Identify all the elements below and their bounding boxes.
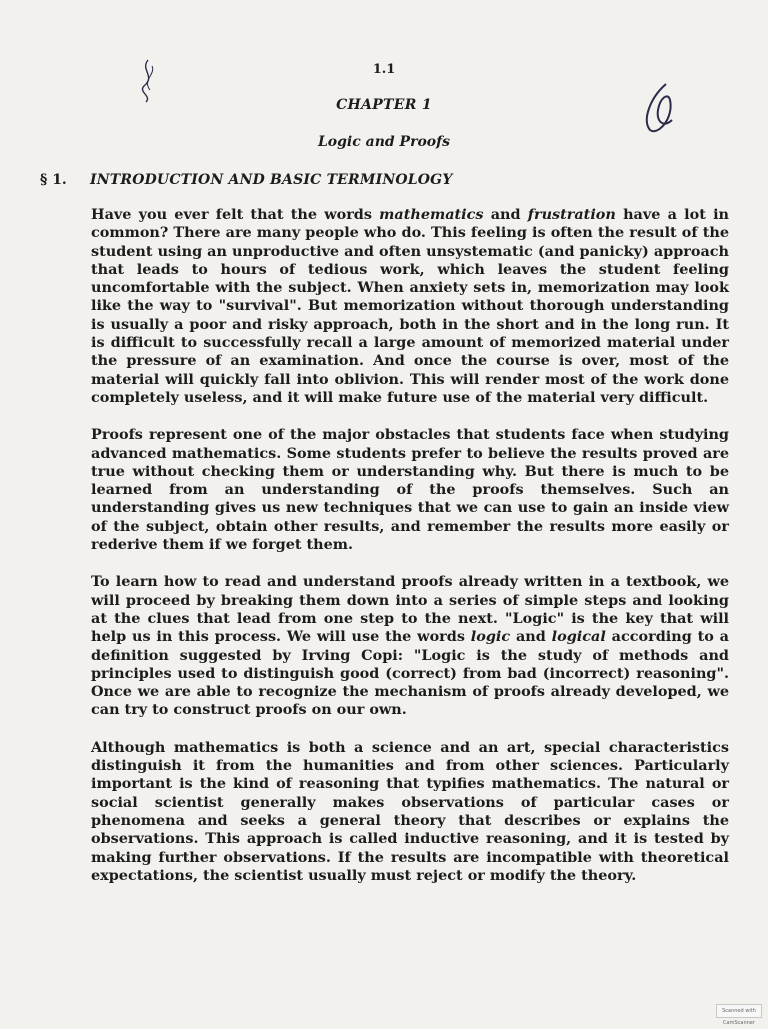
section-heading [40, 172, 640, 188]
italic-term: logic [470, 628, 511, 646]
text-run: Have you ever felt that the words [91, 206, 380, 223]
text-run: and [483, 206, 528, 223]
body-text [91, 206, 729, 904]
chapter-title: CHAPTER 1 [336, 97, 432, 113]
text-run: and [510, 628, 552, 646]
italic-term: logical [551, 628, 606, 646]
page-number: 1.1 [372, 62, 396, 77]
text-run: according to a definition suggested by Irving Copi: "Logic is the study of methods and principles used to distinguish good (correct) from bad (incorrect) reasoning". Once we are able to recognize the mechanism of proofs already developed, we can try to construct proofs on our own. [91, 628, 730, 719]
text-run: have a lot in common? There are many people who do. This feeling is often the result of the student using an unproductive and often unsystematic (and panicky) approach that leads to hours of tedious work, which leaves the student feeling uncomfortable with the subject. When anxiety sets in, memorization may look like the way to "survival". But memorization without thorough understanding is usually a poor and risky approach, both in the short and in the long run. It is difficult to successfully recall a large amount of memorized material under the pressure of an examination. And once the course is over, most of the material will quickly fall into oblivion. This will render most of the work done completely useless, and it will make future use of the material very difficult. [91, 206, 729, 406]
section-title: INTRODUCTION AND BASIC TERMINOLOGY [90, 172, 453, 188]
paragraph [91, 426, 729, 554]
text-run: To learn how to read and understand proofs already written in a textbook, we will proceed by breaking them down into a series of simple steps and looking at the clues that lead from one step to the next. "Logic" is the key that will help us in this process. We will use the words [91, 573, 729, 646]
text-run: Proofs represent one of the major obstacles that students face when studying advanced mathematics. Some students prefer to believe the results proved are true without checking them or understanding why. But there is much to be learned from an understanding of the proofs themselves. Such an understanding gives us new techniques that we can use to gain an inside view of the subject, obtain other results, and remember the results more easily or rederive them if we forget them. [91, 426, 729, 554]
paragraph [91, 206, 729, 407]
paragraph [91, 573, 729, 719]
chapter-subtitle: Logic and Proofs [317, 134, 451, 150]
italic-term: mathematics [379, 206, 484, 223]
scanner-badge: Scanned with CamScanner [716, 1004, 762, 1018]
paragraph [91, 739, 729, 885]
section-number: § 1. [40, 172, 67, 188]
italic-term: frustration [527, 206, 616, 223]
text-run: Although mathematics is both a science and an art, special characteristics distinguish it from the humanities and from other sciences. Particularly important is the kind of reasoning that typifies mathematics. The natural or social scientist generally makes observations of particular cases or phenomena and seeks a general theory that describes or explains the observations. This approach is called inductive reasoning, and it is tested by making further observations. If the results are incompatible with theoretical expectations, the scientist usually must reject or modify the theory. [91, 738, 729, 884]
